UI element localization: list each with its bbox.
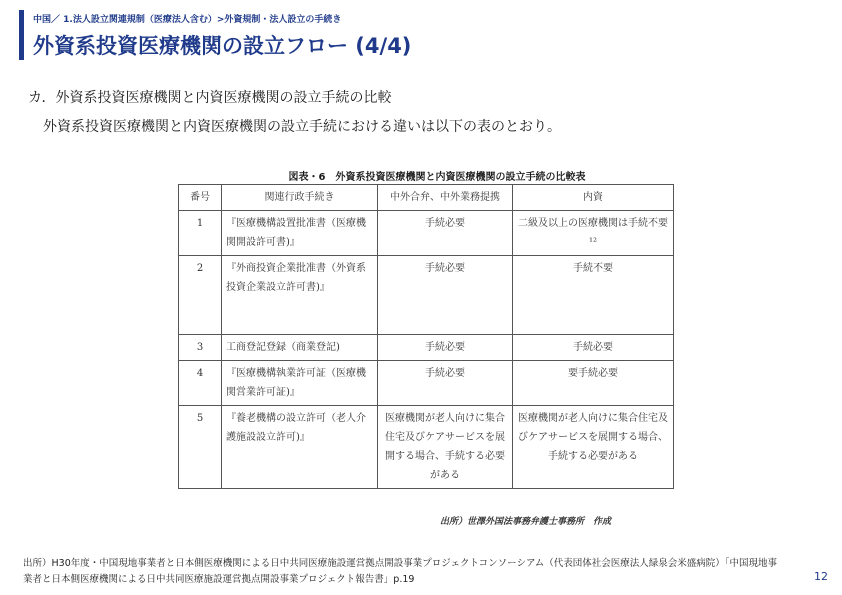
row-joint-venture: 医療機関が老人向けに集合住宅及びケアサービスを展開する場合、手続する必要がある	[378, 406, 513, 489]
row-number: 1	[179, 211, 222, 256]
page-number: 12	[814, 570, 828, 583]
row-joint-venture: 手続必要	[378, 361, 513, 406]
title-accent-bar	[19, 10, 24, 60]
row-domestic: 医療機関が老人向けに集合住宅及びケアサービスを展開する場合、手続する必要がある	[513, 406, 674, 489]
row-joint-venture: 手続必要	[378, 211, 513, 256]
page-title: 外資系投資医療機関の設立フロー (4/4)	[33, 34, 412, 58]
row-number: 4	[179, 361, 222, 406]
header-joint-venture: 中外合弁、中外業務提携	[378, 185, 513, 211]
row-number: 2	[179, 256, 222, 335]
source-footnote: 出所）H30年度・中国現地事業者と日本側医療機関による日中共同医療施設運営拠点開設事業プロジェクトコンソーシアム（代表団体社会医療法人緑泉会米盛病院）「中国現地事業者と日本側医療機関による日中共同医療施設運営拠点開設事業プロジェクト報告書」p.19	[23, 558, 778, 585]
table-row	[179, 211, 674, 256]
header-domestic: 内資	[513, 185, 674, 211]
row-procedure: 『医療機構執業許可証（医療機関営業許可証)』	[222, 361, 378, 406]
row-procedure: 『医療機構設置批准書（医療機関開設許可書)』	[222, 211, 378, 256]
section-heading: カ．外資系投資医療機関と内資医療機関の設立手続の比較	[28, 90, 392, 106]
table-row	[179, 361, 674, 406]
row-domestic: 二級及以上の医療機関は手続不要¹²	[513, 211, 674, 256]
row-number: 5	[179, 406, 222, 489]
breadcrumb: 中国／ 1.法人設立関連規制（医療法人含む）>外資規制・法人設立の手続き	[33, 15, 342, 25]
row-procedure: 工商登記登録（商業登記)	[222, 335, 378, 361]
table-caption: 図表・6 外資系投資医療機関と内資医療機関の設立手続の比較表	[288, 172, 586, 183]
table-row	[179, 256, 674, 335]
row-procedure: 『外商投資企業批准書（外資系投資企業設立許可書)』	[222, 256, 378, 335]
comparison-table	[178, 184, 674, 489]
table-header-row	[179, 185, 674, 211]
table-source: 出所）世澤外国法事務弁護士事務所 作成	[440, 517, 612, 527]
row-domestic: 要手続必要	[513, 361, 674, 406]
row-domestic: 手続必要	[513, 335, 674, 361]
table-row	[179, 335, 674, 361]
row-number: 3	[179, 335, 222, 361]
row-procedure: 『養老機構の設立許可（老人介護施設設立許可)』	[222, 406, 378, 489]
row-domestic: 手続不要	[513, 256, 674, 335]
row-joint-venture: 手続必要	[378, 256, 513, 335]
table-row	[179, 406, 674, 489]
header-procedure: 関連行政手続き	[222, 185, 378, 211]
header-number: 番号	[179, 185, 222, 211]
lead-text: 外資系投資医療機関と内資医療機関の設立手続における違いは以下の表のとおり。	[43, 119, 561, 135]
row-joint-venture: 手続必要	[378, 335, 513, 361]
